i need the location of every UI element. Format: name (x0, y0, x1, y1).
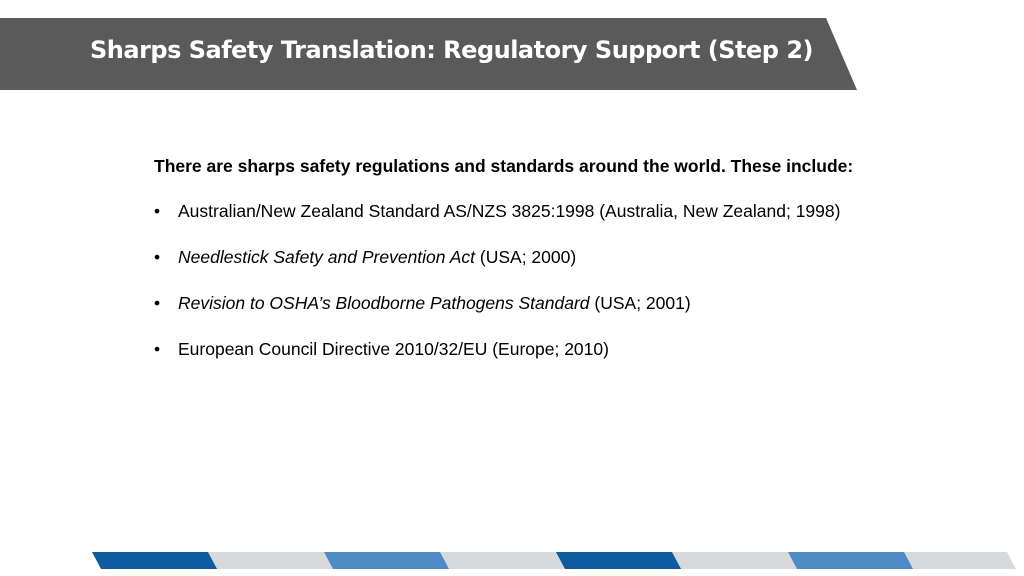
intro-text: There are sharps safety regulations and standards around the world. These include: (154, 156, 854, 176)
bullet-text: Australian/New Zealand Standard AS/NZS 3825:1998 (Australia, New Zealand; 1998) (178, 201, 841, 221)
progress-segment (440, 552, 567, 569)
bullet-list (154, 200, 874, 361)
progress-segment (208, 552, 335, 569)
progress-segment (556, 552, 683, 569)
bullet-icon: • (154, 247, 161, 267)
bullet-italic-text: Needlestick Safety and Prevention Act (178, 247, 476, 267)
bullet-text: (USA; 2000) (475, 247, 577, 267)
bullet-item (154, 292, 874, 315)
bullet-italic-text: Revision to OSHA’s Bloodborne Pathogens Standard (178, 293, 590, 313)
progress-segment (672, 552, 799, 569)
slide-content (154, 155, 874, 384)
bullet-item (154, 338, 874, 361)
bullet-item (154, 200, 874, 223)
bullet-icon: • (154, 201, 161, 221)
bullet-item (154, 246, 874, 269)
bullet-icon: • (154, 293, 161, 313)
bullet-text: European Council Directive 2010/32/EU (Europe; 2010) (178, 339, 609, 359)
progress-bar (92, 552, 1016, 569)
progress-segment (92, 552, 219, 569)
bullet-text: (USA; 2001) (589, 293, 691, 313)
bullet-icon: • (154, 339, 161, 359)
progress-segment (904, 552, 1016, 569)
progress-segment (788, 552, 915, 569)
progress-segment (324, 552, 451, 569)
slide-title: Sharps Safety Translation: Regulatory Support (Step 2) (90, 36, 814, 64)
